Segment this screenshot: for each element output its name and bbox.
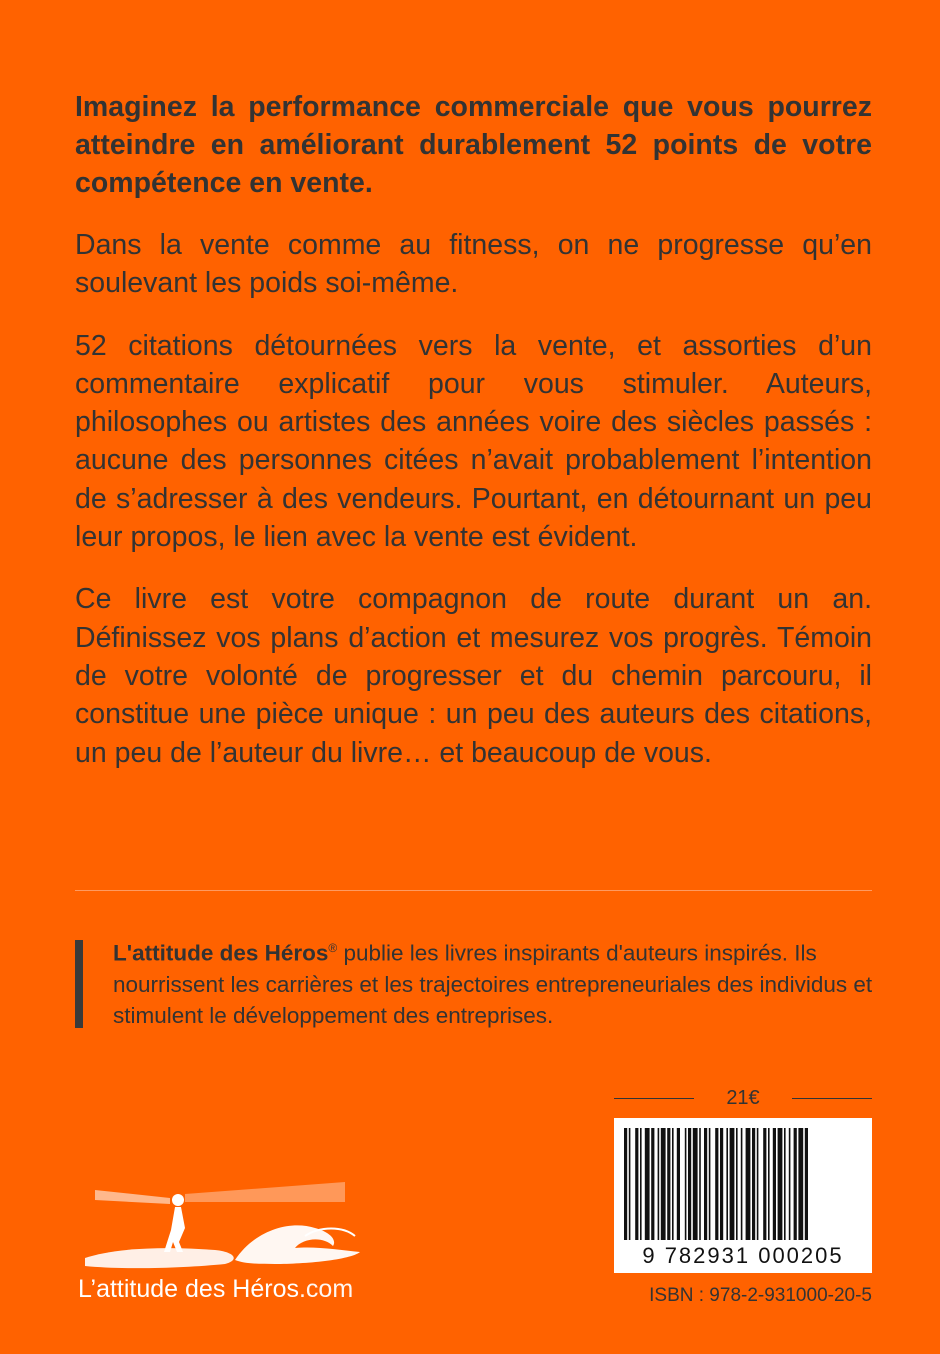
divider <box>75 890 872 891</box>
barcode <box>614 1118 872 1273</box>
registered-mark: ® <box>328 941 338 955</box>
publisher-name: L'attitude des Héros <box>113 940 329 966</box>
publisher-description: publie les livres inspirants d'auteurs inspirés. Ils nourrissent les carrières et les trajectoires entrepreneuriales des individus et stimulent le développement des entreprises. <box>113 940 873 1028</box>
barcode-bars <box>614 1118 872 1243</box>
back-cover-text <box>75 88 872 796</box>
paragraph-fitness: Dans la vente comme au fitness, on ne progresse qu’en soulevant les poids soi-même. <box>75 229 872 300</box>
logo-suffix: .com <box>298 1275 354 1303</box>
logo-wordmark <box>78 1275 353 1304</box>
price-row <box>614 1083 872 1113</box>
publisher-blurb <box>113 933 873 1031</box>
price-rule-right <box>792 1098 872 1099</box>
isbn: ISBN : 978-2-931000-20-5 <box>649 1285 872 1306</box>
barcode-digits: 9 782931 000205 <box>642 1243 844 1268</box>
publisher-accent-bar <box>75 940 83 1028</box>
logo-name: L’attitude des Héros <box>78 1275 299 1303</box>
lead-paragraph: Imaginez la performance commerciale que vous pourrez atteindre en améliorant durablement 52 points de votre compétence en vente. <box>75 91 872 199</box>
paragraph-companion: Ce livre est votre compagnon de route durant un an. Définissez vos plans d’action et mesurez vos progrès. Témoin de votre volonté de progresser et du chemin parcouru, il constitue une pièce unique : un peu des auteurs des citations, un peu de l’auteur du livre… et beaucoup de vous. <box>75 583 872 769</box>
paragraph-citations: 52 citations détournées vers la vente, et assorties d’un commentaire explicatif pour vous stimuler. Auteurs, philosophes ou artistes des années voire des siècles passés : aucune des personnes citées n’avait probablement l’intention de s’adresser à des vendeurs. Pourtant, en détournant un peu leur propos, le lien avec la vente est évident. <box>75 329 872 554</box>
price: 21€ <box>726 1087 760 1109</box>
